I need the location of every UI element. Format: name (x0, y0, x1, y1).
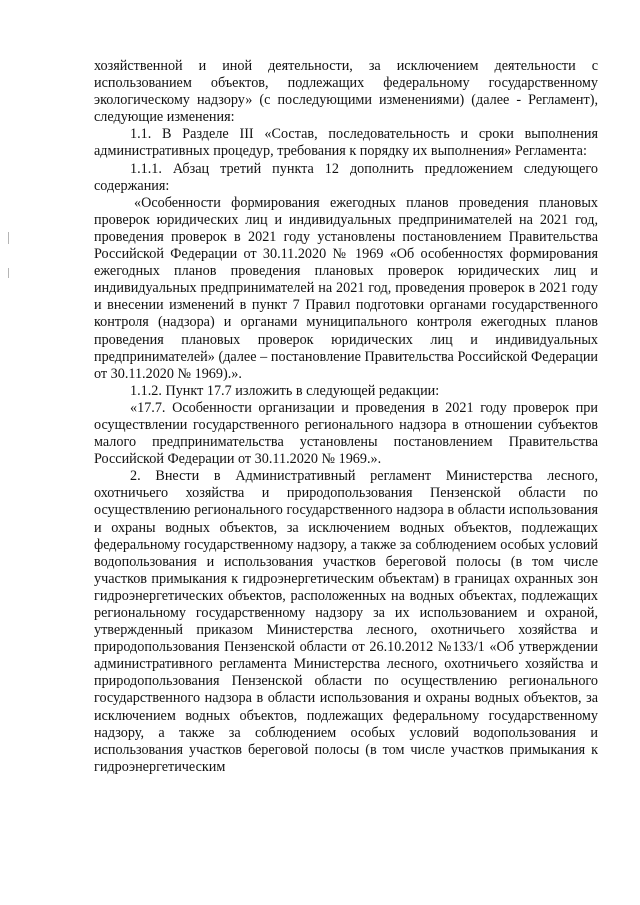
paragraph-quote-17-7: «17.7. Особенности организации и проведения в 2021 году проверок при осуществлении государственного регионального надзора в отношении субъектов малого предпринимательства установлены постановлением Правительства Российской Федерации от 30.11.2020 № 1969.». (94, 399, 598, 468)
paragraph-1-1-1: 1.1.1. Абзац третий пункта 12 дополнить предложением следующего содержания: (94, 160, 598, 194)
paragraph-continuation: хозяйственной и иной деятельности, за исключением деятельности с использованием объектов, подлежащих федеральному государственному экологическому надзору» (с последующими изменениями) (далее - Регламент), следующие изменения: (94, 58, 598, 126)
paragraph-1-1-2: 1.1.2. Пункт 17.7 изложить в следующей редакции: (130, 382, 440, 399)
paragraph-2: 2. Внести в Административный регламент Министерства лесного, охотничьего хозяйства и природопользования Пензенской области по осуществлению регионального государственного надзора в области использования и охраны водных объектов, за исключением водных объектов, подлежащих федеральному государственному надзору, а также за соблюдением особых условий водопользования и использования участков береговой полосы (в том числе участков примыкания к гидроэнергетическим объектам) в границах охранных зон гидроэнергетических объектов, расположенных на водных объектах, подлежащих региональному государственному надзору за их использованием и охраной, утвержденный приказом Министерства лесного, охотничьего хозяйства и природопользования Пензенской области от 26.10.2012 №133/1 «Об утверждении административного регламента Министерства лесного, охотничьего хозяйства и природопользования Пензенской области по осуществлению регионального государственного надзора в области использования и охраны водных объектов, за исключением водных объектов, подлежащих федеральному государственному надзору, а также за соблюдением особых условий водопользования и использования участков береговой полосы (в том числе участков примыкания к гидроэнергетическим (94, 468, 598, 775)
paragraph-1-1: 1.1. В Разделе III «Состав, последовательность и сроки выполнения административных процедур, требования к порядку их выполнения» Регламента: (94, 126, 598, 160)
document-body (94, 58, 598, 776)
paragraph-quote-features: «Особенности формирования ежегодных планов проведения плановых проверок юридических лиц и индивидуальных предпринимателей на 2021 год, проведения проверок в 2021 году установлены постановлением Правительства Российской Федерации от 30.11.2020 № 1969 «Об особенностях формирования ежегодных планов проведения плановых проверок юридических лиц и индивидуальных предпринимателей на 2021 год, проведения проверок в 2021 году и внесении изменений в пункт 7 Правил подготовки органами государственного контроля (надзора) и органами муниципального контроля ежегодных планов проведения плановых проверок юридических лиц и индивидуальных предпринимателей» (далее – постановление Правительства Российской Федерации от 30.11.2020 № 1969).». (94, 194, 598, 382)
scan-margin-mark (8, 268, 9, 278)
scan-margin-mark (8, 232, 9, 244)
